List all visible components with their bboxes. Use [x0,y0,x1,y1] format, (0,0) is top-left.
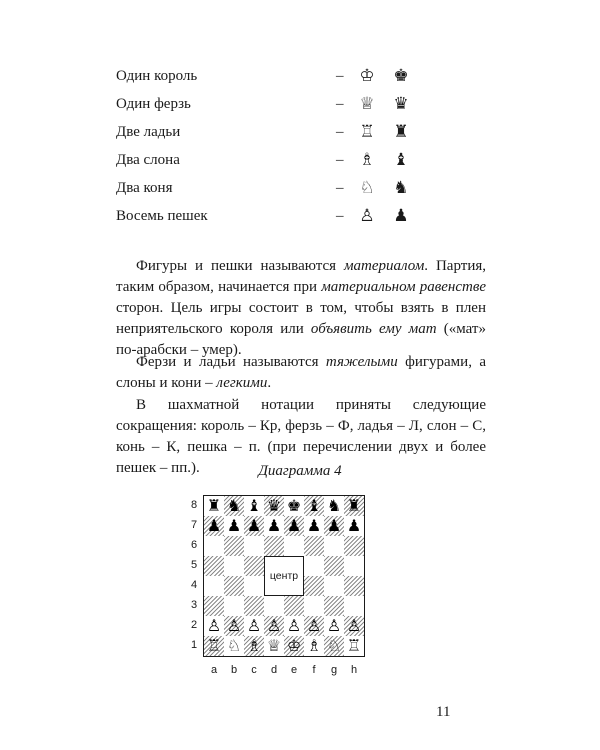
board-square-g4 [324,576,344,596]
board-square-e2: ♙ [284,616,304,636]
black-rook-icon: ♜ [393,121,409,142]
paragraph-heavy-light [116,352,486,394]
piece-name: Восемь пешек [116,207,208,224]
board-square-f1: ♗ [304,636,324,656]
term-heavy: тяжелыми [325,354,398,370]
board-square-a1: ♖ [204,636,224,656]
board-square-f8: ♝ [304,496,324,516]
white-king-icon: ♔ [359,65,375,86]
board-square-d8: ♛ [264,496,284,516]
black-king-icon: ♚ [393,65,409,86]
board-square-e3 [284,596,304,616]
board-square-g5 [324,556,344,576]
board-square-c7: ♟ [244,516,264,536]
text-run: («мат» по-арабски – умер). [116,321,486,358]
file-label: e [290,664,298,676]
board-square-c3 [244,596,264,616]
piece-row-knight [116,174,436,202]
board-square-h1: ♖ [344,636,364,656]
center-label: центр [264,556,304,596]
board-square-h3 [344,596,364,616]
piece-row-pawn [116,202,436,230]
file-label: h [350,664,358,676]
board-square-e7: ♟ [284,516,304,536]
piece-name: Два коня [116,179,173,196]
black-bishop-icon: ♝ [393,149,409,170]
board-square-d2: ♙ [264,616,284,636]
board-square-f2: ♙ [304,616,324,636]
board-square-c2: ♙ [244,616,264,636]
rank-label: 8 [190,499,198,511]
black-queen-icon: ♛ [393,93,409,114]
piece-name: Один ферзь [116,95,191,112]
board-square-h4 [344,576,364,596]
board-square-c6 [244,536,264,556]
white-pawn-icon: ♙ [359,205,375,226]
board-square-g6 [324,536,344,556]
board-square-f5 [304,556,324,576]
board-square-f7: ♟ [304,516,324,536]
rank-label: 3 [190,599,198,611]
rank-label: 1 [190,639,198,651]
term-checkmate: объявить ему мат [310,321,437,337]
board-square-g8: ♞ [324,496,344,516]
dash: – [336,123,344,140]
rank-label: 4 [190,579,198,591]
text-run: . Партия, таким образом, начинается при [116,258,486,295]
board-square-g7: ♟ [324,516,344,536]
white-knight-icon: ♘ [359,177,375,198]
board-square-b3 [224,596,244,616]
board-square-h5 [344,556,364,576]
piece-row-king [116,62,436,90]
white-queen-icon: ♕ [359,93,375,114]
board-square-e8: ♚ [284,496,304,516]
dash: – [336,95,344,112]
board-square-c4 [244,576,264,596]
file-label: g [330,664,338,676]
piece-name: Две ладьи [116,123,181,140]
rank-label: 5 [190,559,198,571]
board-square-h8: ♜ [344,496,364,516]
board-square-a4 [204,576,224,596]
dash: – [336,179,344,196]
white-rook-icon: ♖ [359,121,375,142]
black-pawn-icon: ♟ [393,205,409,226]
file-label: d [270,664,278,676]
board-square-a8: ♜ [204,496,224,516]
board-square-a3 [204,596,224,616]
rank-label: 6 [190,539,198,551]
board-square-h7: ♟ [344,516,364,536]
dash: – [336,151,344,168]
board-square-d3 [264,596,284,616]
board-square-g1: ♘ [324,636,344,656]
board-square-c8: ♝ [244,496,264,516]
board-square-c5 [244,556,264,576]
dash: – [336,207,344,224]
board-square-e1: ♔ [284,636,304,656]
board-square-b1: ♘ [224,636,244,656]
board-square-a6 [204,536,224,556]
term-light: легкими [216,375,268,391]
piece-name: Один король [116,67,198,84]
board-square-f3 [304,596,324,616]
rank-label: 7 [190,519,198,531]
dash: – [336,67,344,84]
board-square-f6 [304,536,324,556]
board-square-a2: ♙ [204,616,224,636]
file-label: c [251,664,257,676]
board-square-b5 [224,556,244,576]
board-square-e6 [284,536,304,556]
rank-label: 2 [190,619,198,631]
piece-row-bishop [116,146,436,174]
board-square-c1: ♗ [244,636,264,656]
piece-row-rook [116,118,436,146]
board-square-g2: ♙ [324,616,344,636]
board-square-b8: ♞ [224,496,244,516]
board-square-d6 [264,536,284,556]
term-material: материалом [343,258,425,274]
board-square-b6 [224,536,244,556]
term-material-equality: материальном равенстве [321,279,486,295]
board-square-b7: ♟ [224,516,244,536]
board-square-a7: ♟ [204,516,224,536]
board-square-h2: ♙ [344,616,364,636]
board-square-f4 [304,576,324,596]
board-square-g3 [324,596,344,616]
text-run: . [267,375,272,391]
file-label: b [230,664,238,676]
text-run: сторон. Цель игры состоит в том, чтобы взять в плен неприятельского короля или [116,300,486,337]
paragraph-material [116,256,486,361]
file-label: f [312,664,316,676]
board-square-d1: ♕ [264,636,284,656]
piece-row-queen [116,90,436,118]
board-square-b2: ♙ [224,616,244,636]
file-label: a [210,664,218,676]
text-run: Фигуры и пешки называются [136,258,344,274]
board-square-h6 [344,536,364,556]
board-square-a5 [204,556,224,576]
white-bishop-icon: ♗ [359,149,375,170]
board-square-d7: ♟ [264,516,284,536]
notation-text: В шахматной нотации приняты следующие сокращения: король – Кр, ферзь – Ф, ладья – Л, слон – С, конь – К, пешка – п. (при перечислении двух и более пешек – пп.). [116,397,486,476]
black-knight-icon: ♞ [393,177,409,198]
text-run: фигурами, а слоны и кони – [116,354,486,391]
piece-name: Два слона [116,151,180,168]
board-square-b4 [224,576,244,596]
page-number: 11 [436,704,451,720]
diagram-title: Диаграмма 4 [258,463,342,479]
text-run: Ферзи и ладьи называются [136,354,326,370]
piece-list [116,62,436,230]
